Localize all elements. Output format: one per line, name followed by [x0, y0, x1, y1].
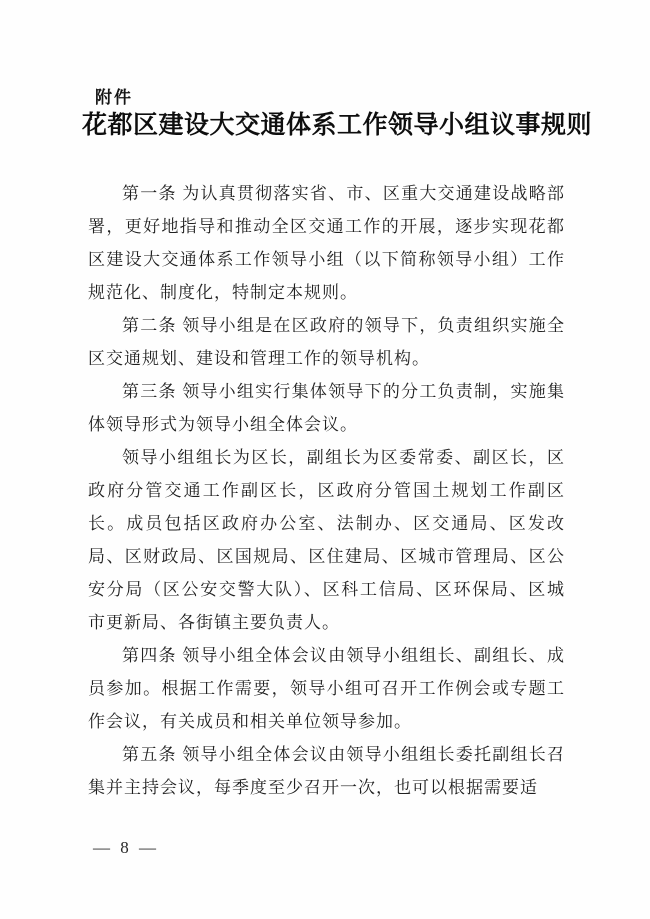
paragraph: 领导小组组长为区长，副组长为区委常委、副区长，区政府分管交通工作副区长，区政府分管国土规划工作副区长。成员包括区政府办公室、法制办、区交通局、区发改局、区财政局、区国规局、区住建局、区城市管理局、区公安分局（区公安交警大队）、区科工信局、区环保局、区城市更新局、各街镇主要负责人。: [88, 448, 565, 632]
paragraph: 第五条 领导小组全体会议由领导小组组长委托副组长召集并主持会议，每季度至少召开一次，也可以根据需要适: [88, 745, 565, 797]
paragraph: 第三条 领导小组实行集体领导下的分工负责制，实施集体领导形式为领导小组全体会议。: [88, 382, 565, 434]
paragraph: 第二条 领导小组是在区政府的领导下，负责组织实施全区交通规划、建设和管理工作的领导机构。: [88, 316, 565, 368]
paragraph: 第四条 领导小组全体会议由领导小组组长、副组长、成员参加。根据工作需要，领导小组可召开工作例会或专题工作会议，有关成员和相关单位领导参加。: [88, 646, 565, 731]
attachment-label: 附件: [95, 88, 133, 107]
document-title: 花都区建设大交通体系工作领导小组议事规则: [82, 112, 593, 139]
page-number: — 8 —: [93, 838, 159, 857]
document-body: [88, 177, 565, 804]
paragraph: 第一条 为认真贯彻落实省、市、区重大交通建设战略部署，更好地指导和推动全区交通工作的开展，逐步实现花都区建设大交通体系工作领导小组（以下简称领导小组）工作规范化、制度化，特制定本规则。: [88, 184, 565, 302]
